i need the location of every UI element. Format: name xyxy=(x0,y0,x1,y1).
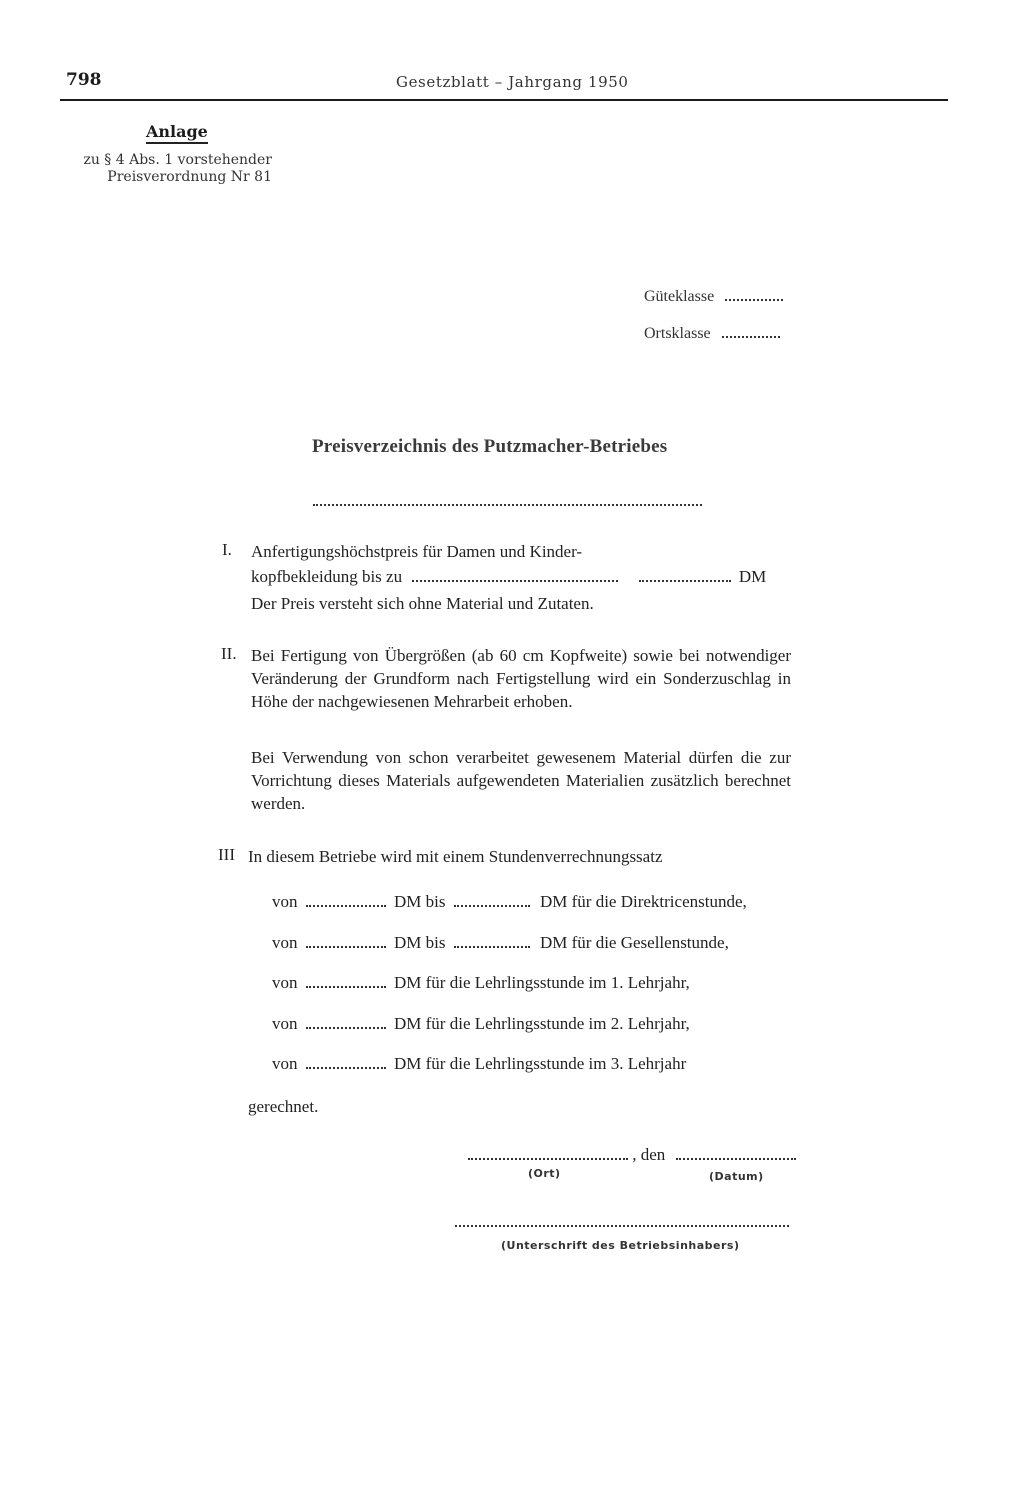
section-1-number: I. xyxy=(222,540,232,559)
datum-caption: (Datum) xyxy=(709,1170,764,1183)
rate-row-geselle-from-blank xyxy=(306,932,386,948)
rate-row-lehrjahr-1-von: von xyxy=(272,973,298,992)
rate-row-lehrjahr-3-text: DM für die Lehrlingsstunde im 3. Lehrjahr xyxy=(394,1054,687,1073)
rate-row-direktrice-text: DM für die Direktricenstunde, xyxy=(539,892,747,911)
section-1-line1: Anfertigungshöchstpreis für Damen und Kinder- xyxy=(251,542,583,561)
rate-row-direktrice-dm-bis: DM bis xyxy=(394,892,446,911)
rate-row-lehrjahr-1 xyxy=(272,972,690,993)
den-label: , den xyxy=(632,1145,666,1164)
rate-row-lehrjahr-2 xyxy=(272,1013,690,1034)
rate-row-geselle-text: DM für die Gesellenstunde, xyxy=(539,933,729,952)
rate-row-geselle xyxy=(272,932,729,953)
rate-row-direktrice xyxy=(272,891,747,912)
ort-caption: (Ort) xyxy=(528,1167,561,1180)
section-1-line2-text: kopfbekleidung bis zu xyxy=(251,567,403,586)
rate-row-lehrjahr-2-von: von xyxy=(272,1014,298,1033)
rate-row-geselle-to-blank xyxy=(454,932,530,948)
section-1-price-blank xyxy=(639,566,731,582)
business-name-blank xyxy=(313,492,702,506)
gueteklasse-blank xyxy=(725,285,783,301)
ortsklasse-field xyxy=(644,322,780,343)
datum-blank xyxy=(676,1144,796,1160)
gueteklasse-field xyxy=(644,285,783,306)
section-3-intro: In diesem Betriebe wird mit einem Stundenverrechnungssatz xyxy=(248,847,663,866)
rate-row-geselle-dm-bis: DM bis xyxy=(394,933,446,952)
section-3-closing: gerechnet. xyxy=(248,1097,319,1116)
anlage-note xyxy=(60,152,272,186)
rate-row-lehrjahr-1-text: DM für die Lehrlingsstunde im 1. Lehrjahr, xyxy=(394,973,690,992)
rate-row-direktrice-to-blank xyxy=(454,891,530,907)
place-date-line xyxy=(468,1144,796,1165)
section-1-line2 xyxy=(251,565,766,588)
rate-row-geselle-von: von xyxy=(272,933,298,952)
page-number: 798 xyxy=(66,70,102,90)
rate-row-lehrjahr-2-text: DM für die Lehrlingsstunde im 2. Lehrjahr, xyxy=(394,1014,690,1033)
section-1-line3: Der Preis versteht sich ohne Material und Zutaten. xyxy=(251,594,594,613)
ortsklasse-blank xyxy=(722,322,780,338)
rate-row-lehrjahr-2-blank xyxy=(306,1013,386,1029)
form-title: Preisverzeichnis des Putzmacher-Betriebes xyxy=(312,436,668,457)
rate-row-direktrice-from-blank xyxy=(306,891,386,907)
section-2-paragraph-1: Bei Fertigung von Übergrößen (ab 60 cm Kopfweite) sowie bei notwendiger Veränderung der Grundform nach Fertigstellung wird ein Sonderzuschlag in Höhe der nachgewiesenen Mehrarbeit erhoben. xyxy=(251,646,791,711)
rate-row-direktrice-von: von xyxy=(272,892,298,911)
anlage-note-line1: zu § 4 Abs. 1 vorstehender xyxy=(83,152,272,168)
running-title: Gesetzblatt – Jahrgang 1950 xyxy=(396,73,629,91)
signature-blank xyxy=(455,1213,789,1227)
signature-caption: (Unterschrift des Betriebsinhabers) xyxy=(501,1239,740,1252)
header-rule xyxy=(60,99,948,101)
anlage-title: Anlage xyxy=(146,123,208,144)
ortsklasse-label: Ortsklasse xyxy=(644,325,711,342)
rate-row-lehrjahr-3 xyxy=(272,1053,686,1074)
rate-row-lehrjahr-3-blank xyxy=(306,1053,386,1069)
anlage-note-line2: Preisverordnung Nr 81 xyxy=(107,169,272,185)
section-2-paragraph-2: Bei Verwendung von schon verarbeitet gewesenem Material dürfen die zur Vorrichtung dieses Materials aufgewendeten Materialien zusätzlich berechnet werden. xyxy=(251,748,791,813)
rate-row-lehrjahr-3-von: von xyxy=(272,1054,298,1073)
section-2-number: II. xyxy=(221,644,237,663)
rate-row-lehrjahr-1-blank xyxy=(306,972,386,988)
section-1-leader xyxy=(412,566,618,582)
gueteklasse-label: Güteklasse xyxy=(644,288,715,305)
section-1-currency: DM xyxy=(738,567,767,586)
section-3-number: III xyxy=(218,845,235,864)
ort-blank xyxy=(468,1144,628,1160)
